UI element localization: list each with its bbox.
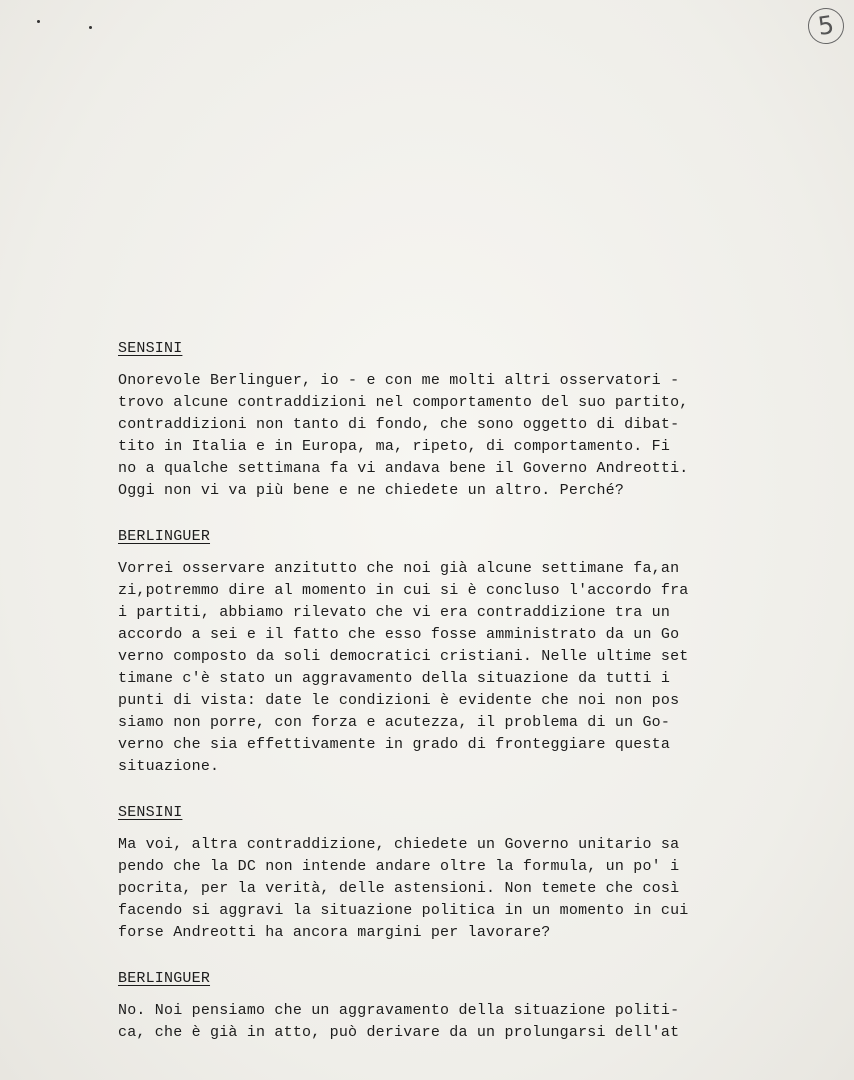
speech-paragraph: [118, 834, 798, 944]
text-line: No. Noi pensiamo che un aggravamento della situazione politi-: [118, 1002, 680, 1019]
interview-transcript: [118, 338, 798, 1068]
text-line: verno composto da soli democratici cristiani. Nelle ultime set: [118, 648, 689, 665]
handwritten-page-number: 5: [806, 6, 847, 47]
text-line: siamo non porre, con forza e acutezza, il problema di un Go-: [118, 714, 671, 731]
text-line: ca, che è già in atto, può derivare da un prolungarsi dell'at: [118, 1024, 680, 1041]
speaker-name: SENSINI: [118, 340, 183, 357]
text-line: forse Andreotti ha ancora margini per lavorare?: [118, 924, 551, 941]
text-line: Oggi non vi va più bene e ne chiedete un altro. Perché?: [118, 482, 625, 499]
text-line: accordo a sei e il fatto che esso fosse amministrato da un Go: [118, 626, 680, 643]
text-line: no a qualche settimana fa vi andava bene il Governo Andreotti.: [118, 460, 689, 477]
text-line: zi,potremmo dire al momento in cui si è concluso l'accordo fra: [118, 582, 689, 599]
transcript-section: [118, 802, 798, 944]
text-line: punti di vista: date le condizioni è evidente che noi non pos: [118, 692, 680, 709]
text-line: pocrita, per la verità, delle astensioni. Non temete che così: [118, 880, 680, 897]
text-line: contraddizioni non tanto di fondo, che sono oggetto di dibat-: [118, 416, 680, 433]
text-line: Vorrei osservare anzitutto che noi già alcune settimane fa,an: [118, 560, 680, 577]
text-line: Ma voi, altra contraddizione, chiedete un Governo unitario sa: [118, 836, 680, 853]
speaker-name: BERLINGUER: [118, 528, 211, 545]
text-line: tito in Italia e in Europa, ma, ripeto, di comportamento. Fi: [118, 438, 671, 455]
speaker-name: BERLINGUER: [118, 970, 211, 987]
transcript-section: [118, 338, 798, 502]
text-line: timane c'è stato un aggravamento della situazione da tutti i: [118, 670, 671, 687]
text-line: verno che sia effettivamente in grado di fronteggiare questa: [118, 736, 671, 753]
transcript-section: [118, 526, 798, 778]
text-line: trovo alcune contraddizioni nel comportamento del suo partito,: [118, 394, 689, 411]
transcript-section: [118, 968, 798, 1044]
speech-paragraph: [118, 1000, 798, 1044]
speech-paragraph: [118, 370, 798, 502]
ink-speck: [89, 26, 92, 29]
text-line: situazione.: [118, 758, 220, 775]
ink-speck: [37, 20, 40, 23]
text-line: Onorevole Berlinguer, io - e con me molti altri osservatori -: [118, 372, 680, 389]
text-line: pendo che la DC non intende andare oltre la formula, un po' i: [118, 858, 680, 875]
text-line: facendo si aggravi la situazione politica in un momento in cui: [118, 902, 689, 919]
text-line: i partiti, abbiamo rilevato che vi era contraddizione tra un: [118, 604, 671, 621]
speaker-name: SENSINI: [118, 804, 183, 821]
speech-paragraph: [118, 558, 798, 778]
